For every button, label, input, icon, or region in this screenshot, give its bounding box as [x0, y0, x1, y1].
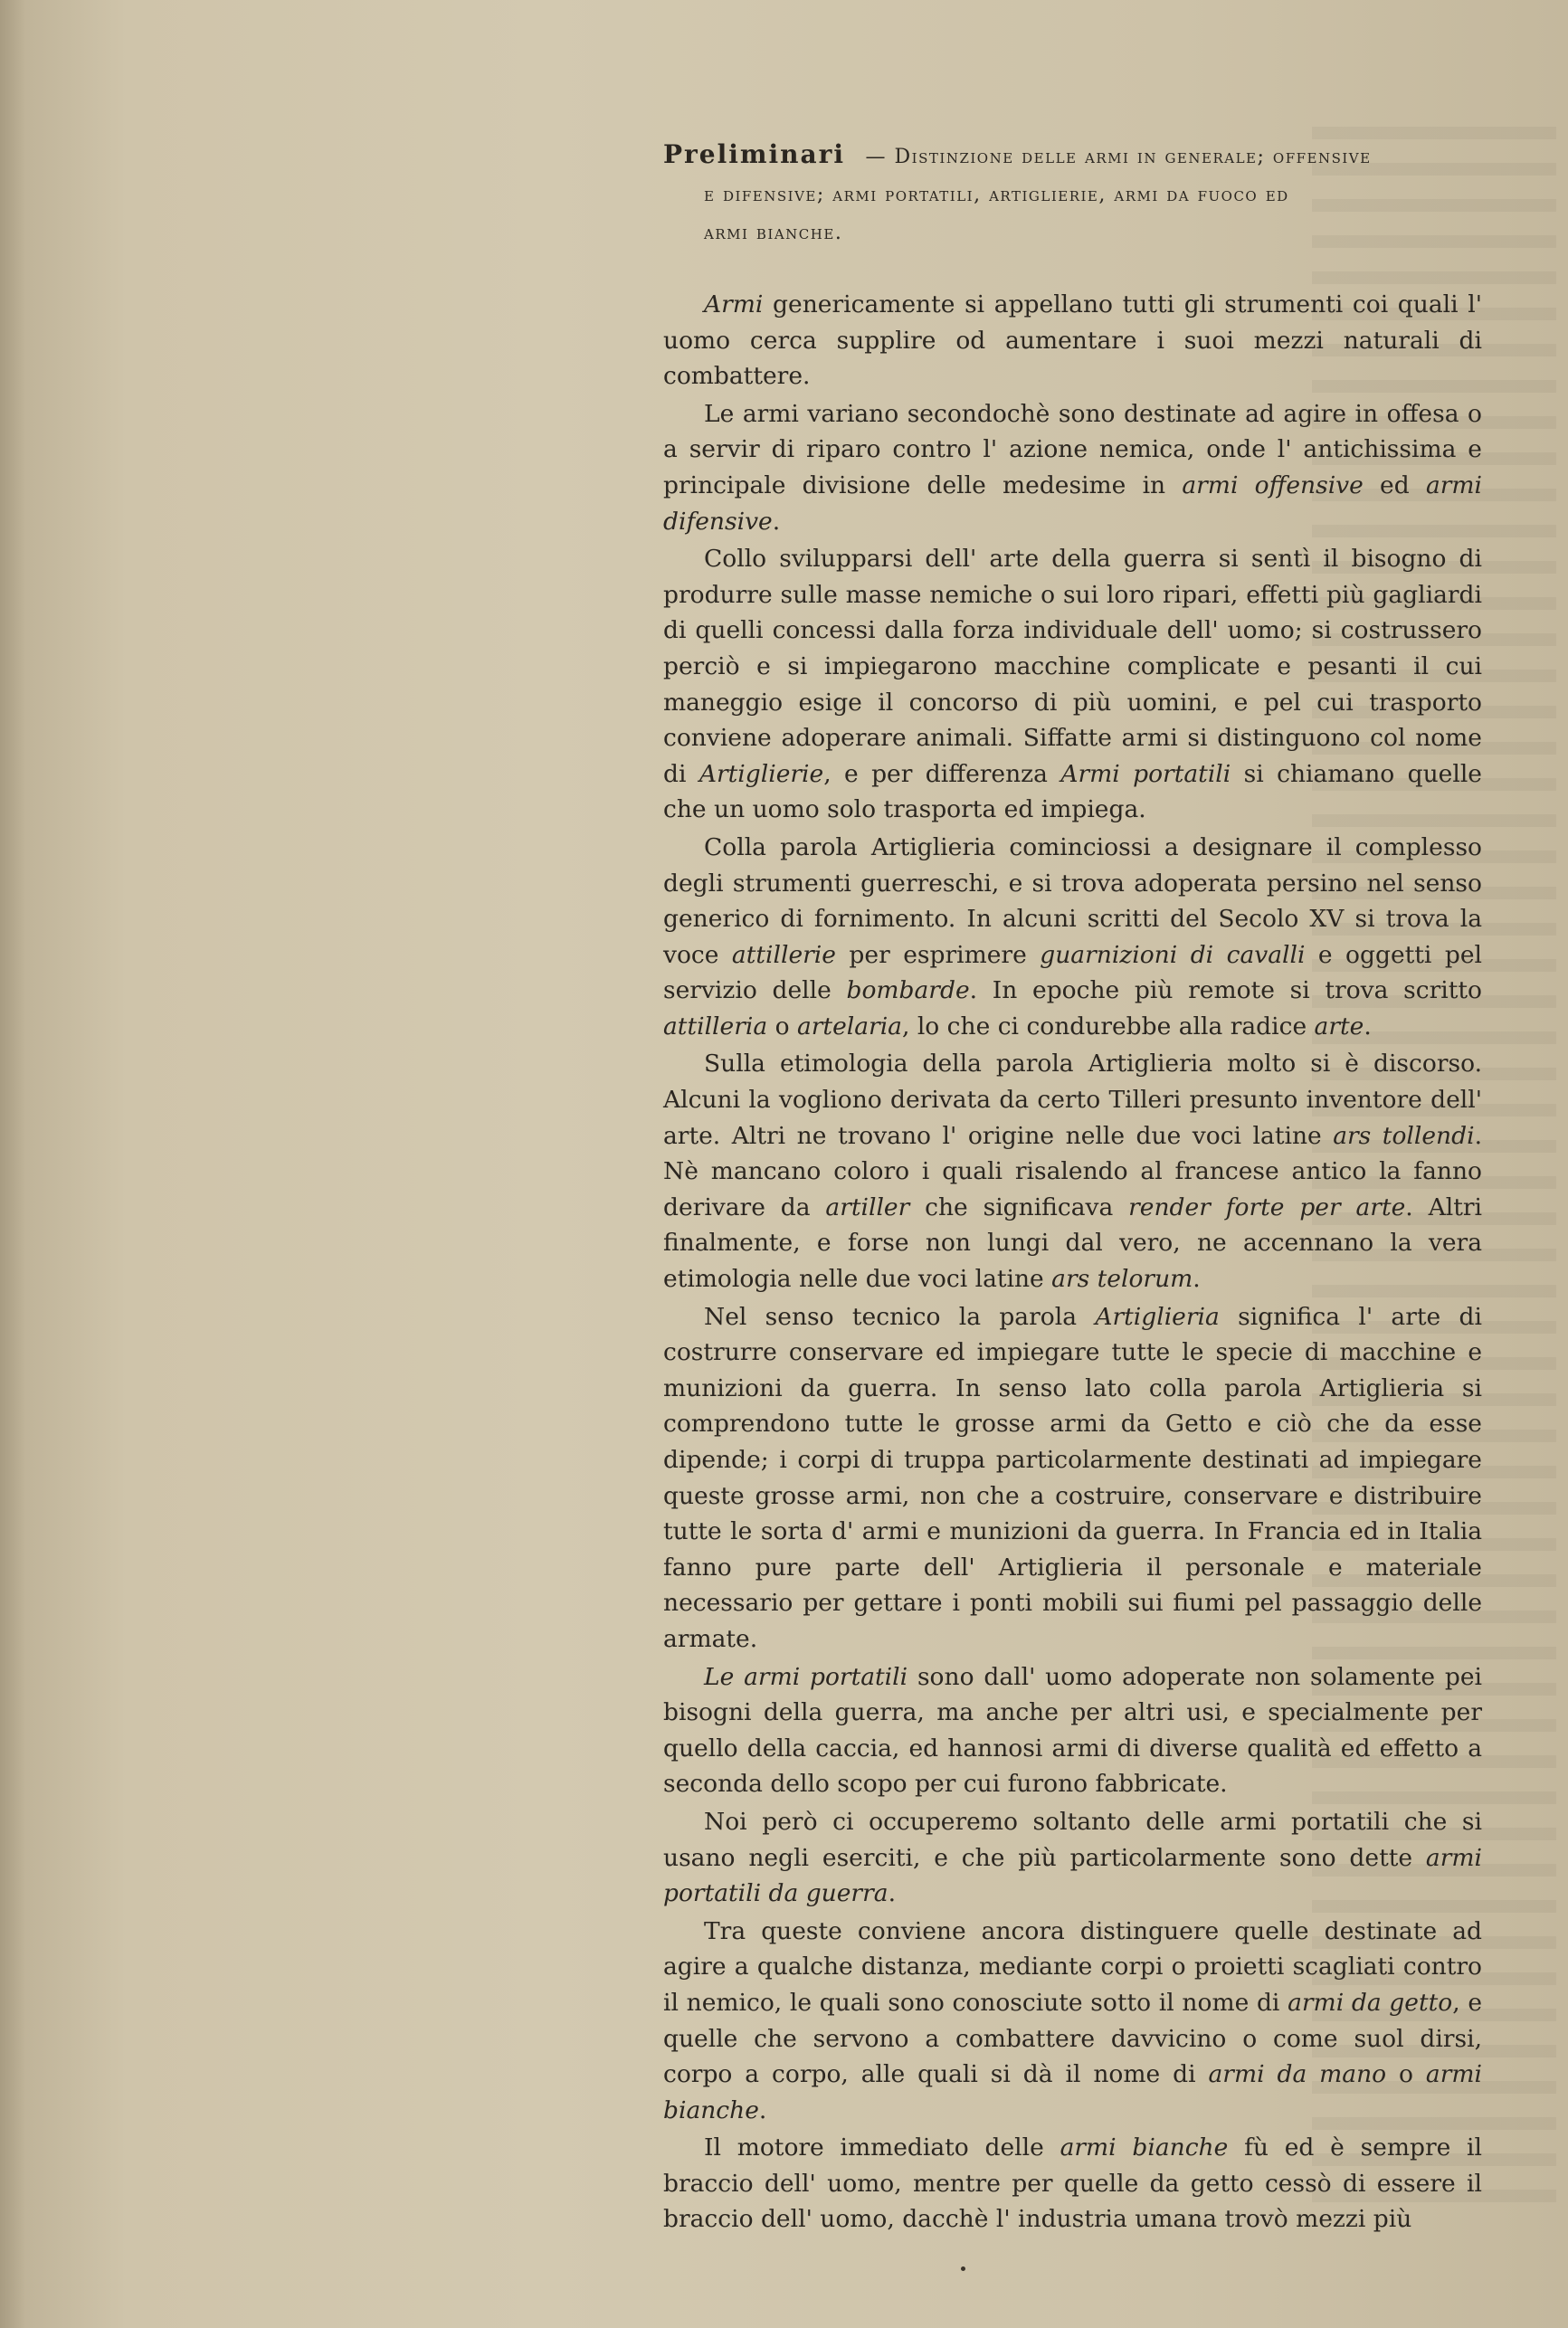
italic-term: attillerie: [731, 940, 836, 969]
text-run: e oggetti pel servizio delle: [663, 940, 1482, 1005]
text-run: , lo che ci condurebbe alla radice: [901, 1012, 1315, 1040]
text-run: significa l' arte di costrurre conservare ed impiegare tutte le specie di macchine e munizioni da guerra. In senso lato colla parola Artiglieria si comprendono tutte le grosse armi da Getto e ciò che da esse dipende; i corpi di truppa particolarmente destinati ad impiegare queste grosse armi, non che a costruire, conservare e distribuire tutte le sorta d' armi e munizioni da guerra. In Francia ed in Italia fanno pure parte dell' Artiglieria il personale e materiale necessario per gettare i ponti mobili sui fiumi pel passaggio delle armate.: [663, 1302, 1482, 1653]
text-run: che significava: [909, 1193, 1129, 1221]
italic-term: armi bianche: [663, 2060, 1482, 2124]
text-run: .: [888, 1879, 897, 1908]
text-run: Tra queste conviene ancora distinguere quelle destinate ad agire a qualche distanza, mediante corpi o proietti scagliati contro il nemico, le quali sono conosciute sotto il nome di: [663, 1916, 1482, 2017]
text-run: , e quelle che servono a combattere davvicino o come suol dirsi, corpo a corpo, alle quali si dà il nome di: [663, 1988, 1482, 2089]
heading-line-1: Distinzione delle armi in generale; offensive: [894, 146, 1372, 168]
text-run: Colla parola Artiglieria cominciossi a designare il complesso degli strumenti guerreschi, e si trova adoperata persino nel senso generico di fornimento. In alcuni scritti del Secolo XV si trova la voce: [663, 832, 1482, 969]
italic-term: Artiglierie: [698, 759, 824, 788]
heading-dash: —: [865, 146, 888, 168]
text-run: Noi però ci occuperemo soltanto delle armi portatili che si usano negli eserciti, e che più particolarmente sono dette: [663, 1807, 1482, 1872]
italic-term: ars tollendi: [1333, 1121, 1475, 1150]
italic-term: Armi portatili: [1060, 759, 1231, 788]
paragraph: [663, 1914, 1482, 2129]
text-run: , e per differenza: [823, 759, 1061, 788]
italic-term: armi difensive: [663, 470, 1483, 536]
text-run: .: [1364, 1012, 1372, 1040]
italic-term: armi da getto: [1288, 1988, 1453, 2017]
italic-term: armi bianche: [1060, 2133, 1229, 2162]
paragraph: [663, 1804, 1482, 1912]
italic-term: Artiglieria: [1095, 1302, 1220, 1331]
paragraph: [663, 1299, 1482, 1658]
italic-term: bombarde: [846, 976, 970, 1005]
paragraph: [663, 287, 1482, 394]
text-run: si chiamano quelle che un uomo solo trasporta ed impiega.: [663, 759, 1482, 824]
text-run: ed: [1363, 470, 1426, 499]
paragraph: [663, 830, 1482, 1045]
heading-line-2: e difensive; armi portatili, artiglierie, armi da fuoco ed: [704, 184, 1289, 206]
italic-term: ars telorum: [1051, 1265, 1193, 1294]
text-run: .: [772, 507, 781, 536]
chapter-heading: [663, 136, 1482, 252]
heading-lead: Preliminari: [663, 139, 846, 169]
text-column: [663, 136, 1482, 2238]
italic-term: guarnizioni di cavalli: [1040, 940, 1306, 969]
italic-term: artelaria: [796, 1012, 902, 1040]
text-run: .: [758, 2095, 767, 2124]
text-run: Nel senso tecnico la parola: [704, 1302, 1096, 1331]
italic-term: Le armi portatili: [704, 1662, 908, 1691]
text-run: . Altri finalmente, e forse non lungi dal vero, ne accennano la vera etimologia nelle due voci latine: [663, 1193, 1482, 1294]
text-run: Collo svilupparsi dell' arte della guerra si sentì il bisogno di produrre sulle masse nemiche o sui loro ripari, effetti più gagliardi di quelli concessi dalla forza individuale dell' uomo; si costrussero perciò e si impiegarono macchine complicate e pesanti il cui maneggio esige il concorso di più uomini, e pel cui trasporto conviene adoperare animali. Siffatte armi si distinguono col nome di: [663, 545, 1482, 788]
italic-term: armi portatili da guerra: [663, 1843, 1482, 1908]
paragraph: [663, 1046, 1482, 1297]
paragraph: [663, 1659, 1482, 1802]
italic-term: arte: [1314, 1012, 1364, 1040]
text-run: . In epoche più remote si trova scritto: [969, 976, 1482, 1005]
text-run: Il motore immediato delle: [704, 2133, 1060, 2162]
paragraph: [663, 2130, 1482, 2238]
text-run: . Nè mancano coloro i quali risalendo al francese antico la fanno derivare da: [663, 1121, 1482, 1221]
paragraph: [663, 396, 1482, 539]
text-run: sono dall' uomo adoperate non solamente pei bisogni della guerra, ma anche per altri usi, e specialmente per quello della caccia, ed hannosi armi di diverse qualità ed effetto a seconda dello scopo per cui furono fabbricate.: [663, 1662, 1482, 1799]
text-run: genericamente si appellano tutti gli strumenti coi quali l' uomo cerca supplire od aumentare i suoi mezzi naturali di combattere.: [663, 290, 1482, 391]
text-run: Le armi variano secondochè sono destinate ad agire in offesa o a servir di riparo contro l' azione nemica, onde l' antichissima e principale divisione delle medesime in: [663, 399, 1482, 499]
text-run: o: [1386, 2060, 1426, 2089]
paragraph: [663, 541, 1482, 828]
text-run: .: [1193, 1265, 1201, 1294]
italic-term: artiller: [825, 1193, 910, 1221]
page-mark: [961, 2266, 965, 2271]
italic-term: render forte per arte: [1128, 1193, 1406, 1221]
text-run: Sulla etimologia della parola Artiglieria molto si è discorso. Alcuni la vogliono derivata da certo Tilleri presunto inventore dell' arte. Altri ne trovano l' origine nelle due voci latine: [663, 1050, 1482, 1150]
italic-term: attilleria: [663, 1012, 768, 1040]
text-run: per esprimere: [835, 940, 1041, 969]
italic-term: armi offensive: [1182, 470, 1364, 499]
italic-term: armi da mano: [1208, 2060, 1387, 2089]
page-edge-shadow: [0, 0, 25, 2328]
heading-line-3: armi bianche.: [704, 222, 843, 244]
body-text: [663, 287, 1482, 2238]
italic-term: Armi: [704, 290, 764, 318]
text-run: o: [767, 1012, 797, 1040]
text-run: fù ed è sempre il braccio dell' uomo, mentre per quelle da getto cessò di essere il braccio dell' uomo, dacchè l' industria umana trovò mezzi più: [663, 2133, 1483, 2234]
